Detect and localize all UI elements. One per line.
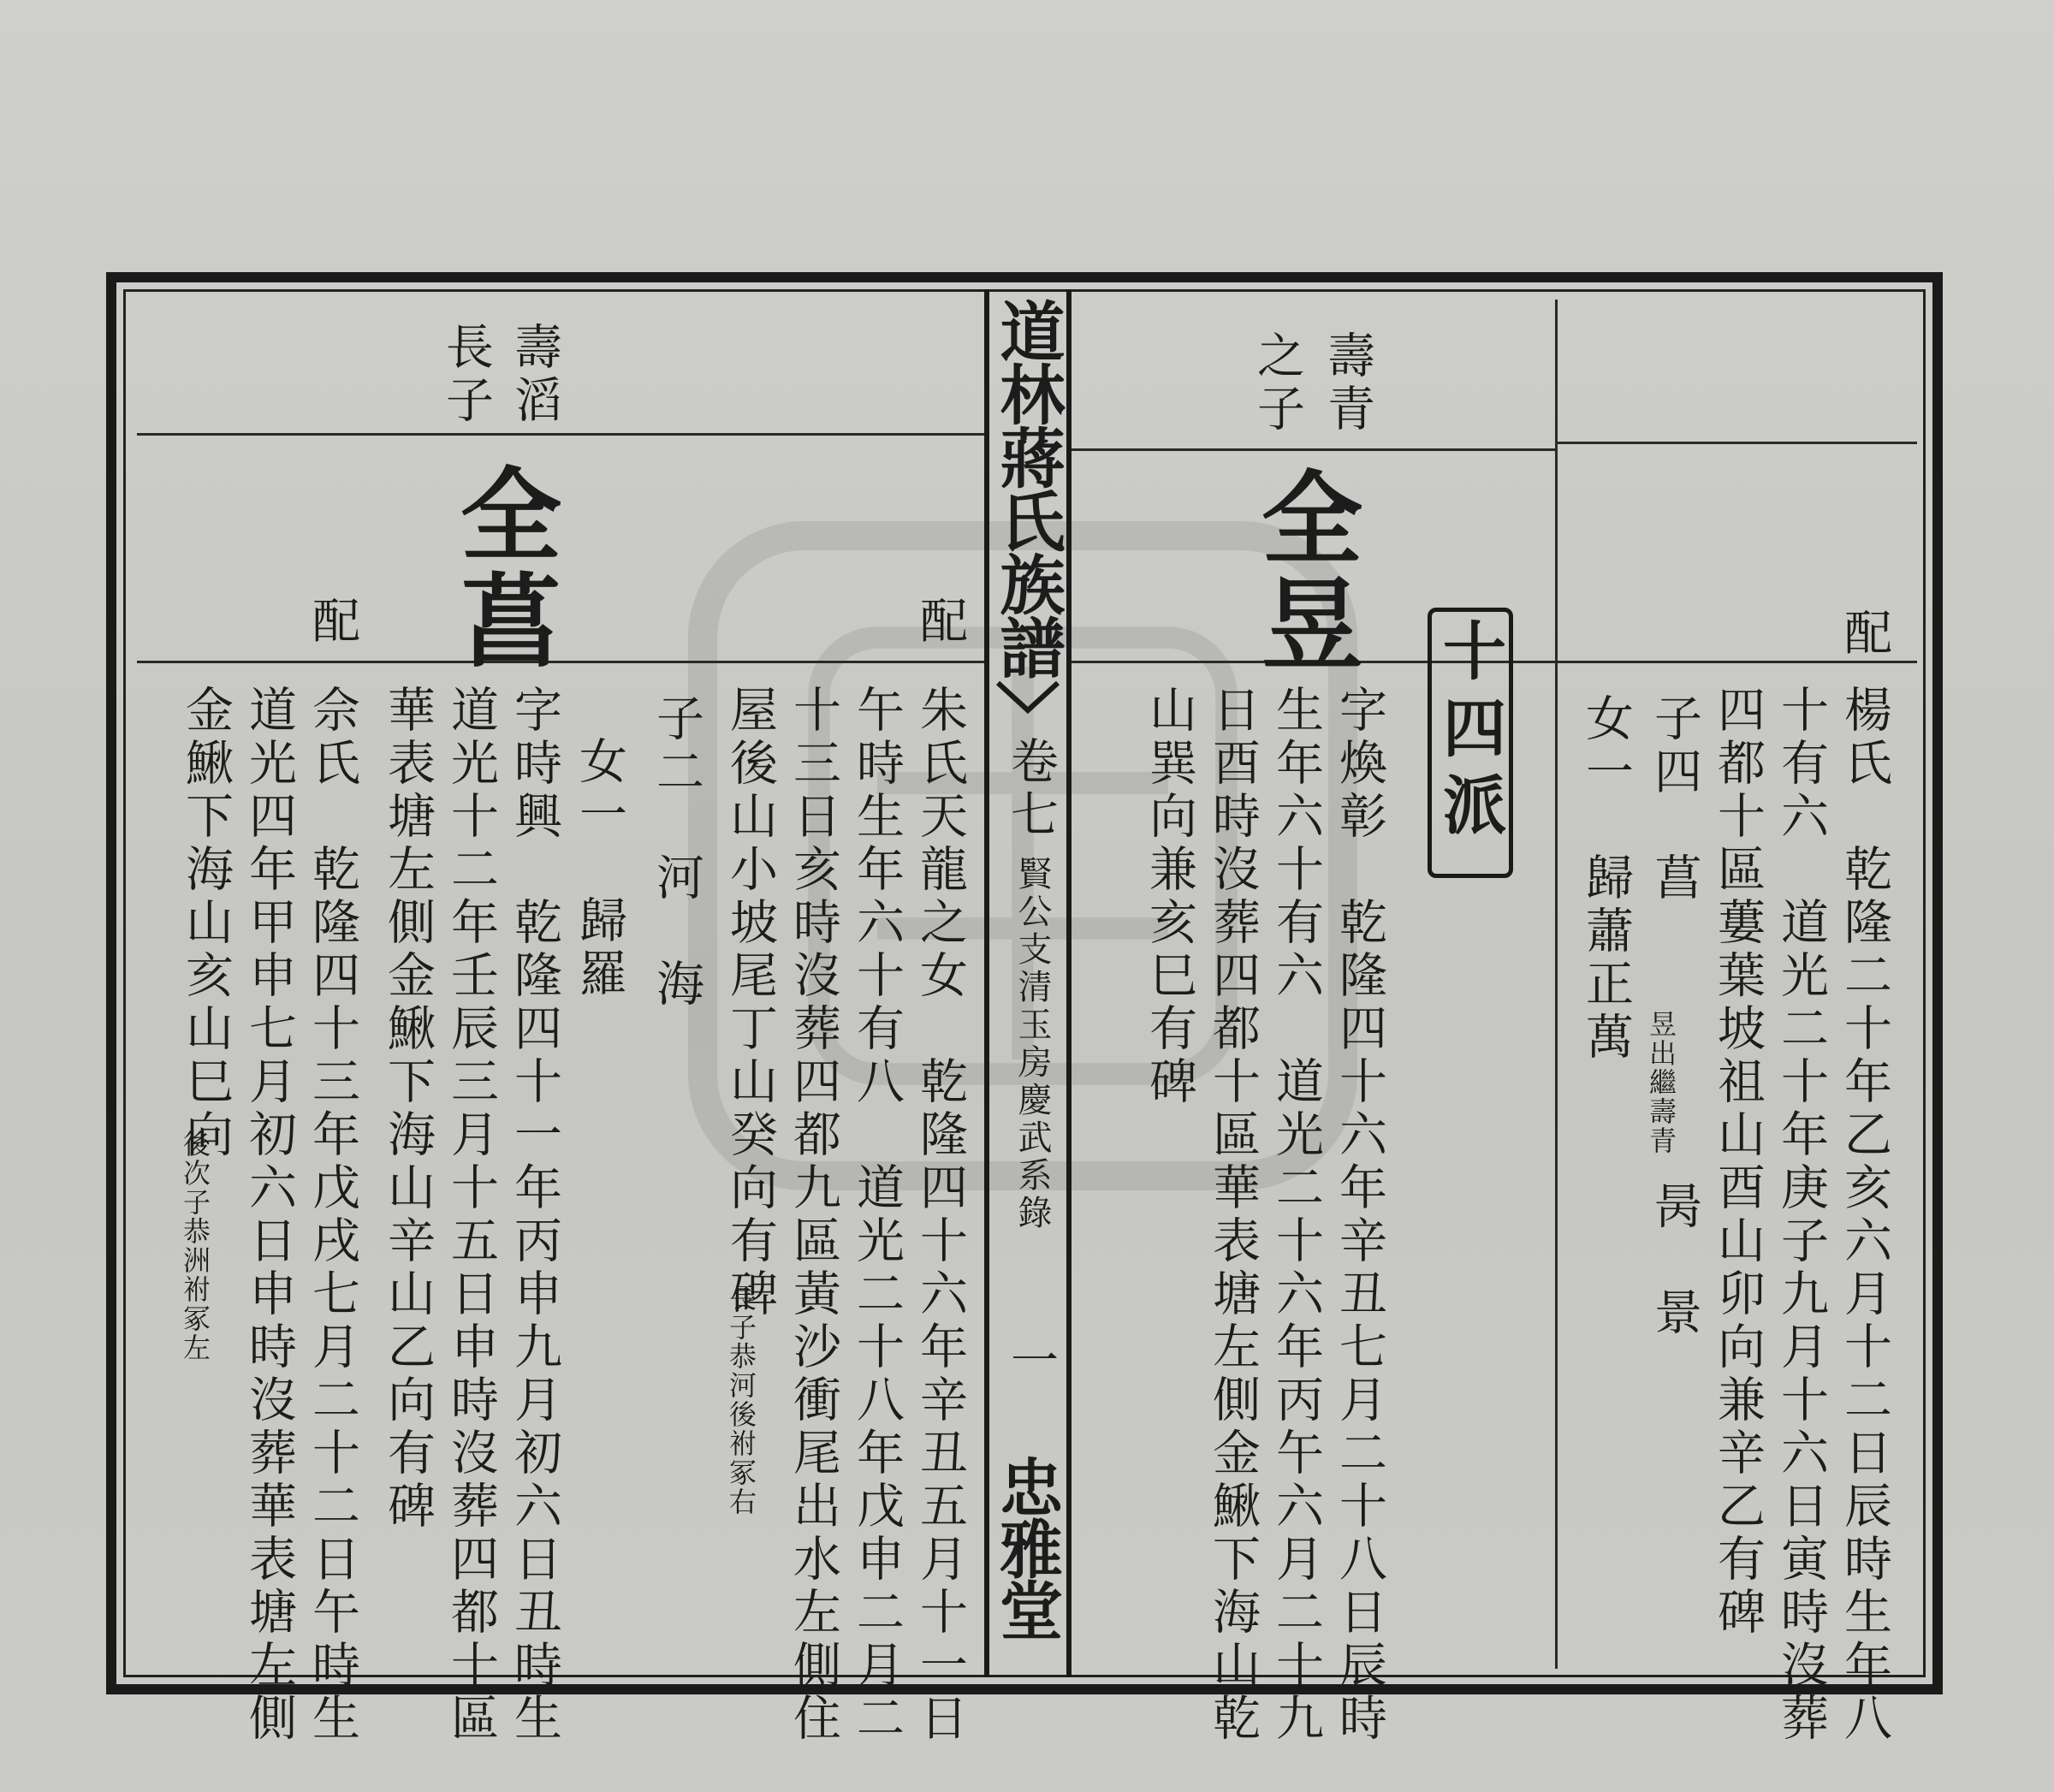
right-sons-line: 子四 菖 xyxy=(1647,693,1702,905)
left-bio-line-2: 道光十二年壬辰三月十五日申時沒葬四都十區 xyxy=(443,685,499,1746)
mid-father-line-2: 之子 xyxy=(1250,330,1305,436)
rule-mid-upper xyxy=(1072,448,1555,451)
rule-right-lower xyxy=(1558,661,1917,663)
rule-left-upper xyxy=(137,433,984,436)
book-title: 道林蔣氏族譜 xyxy=(989,298,1066,678)
section-label: 賢公支清玉房慶武系錄 xyxy=(1012,856,1052,1232)
hall-name: 忠雅堂 xyxy=(989,1455,1063,1640)
mid-spouse-line-4: 屋後山小坡尾丁山癸向有碑 xyxy=(722,685,778,1321)
right-spouse-line-2: 十有六 道光二十年庚子九月十六日寅時沒葬 xyxy=(1773,685,1829,1746)
generation-label: 十四派 xyxy=(1433,618,1506,849)
rule-right-upper xyxy=(1558,442,1917,444)
left-spouse-line-2: 道光四年甲申七月初六日申時沒葬華表塘左側 xyxy=(241,685,297,1746)
left-spouse-note: 後次子恭洲祔冢左 xyxy=(179,1130,211,1362)
left-daughter-line: 女一 歸羅 xyxy=(572,736,627,1001)
left-spouse-label: 配 xyxy=(305,596,360,649)
right-spouse-label: 配 xyxy=(1837,608,1892,661)
page-number: 一 xyxy=(1003,1335,1059,1388)
fish-tail-mark xyxy=(994,676,1061,719)
mid-person-name: 全昱 xyxy=(1244,466,1363,678)
left-father-line-1: 壽滔 xyxy=(507,322,562,428)
right-spouse-line-1: 楊氏 乾隆二十年乙亥六月十二日辰時生年八 xyxy=(1837,685,1892,1746)
mid-spouse-line-1: 朱氏天龍之女 乾隆四十六年辛丑五月十一日 xyxy=(912,685,968,1746)
left-spouse-line-3: 金鰍下海山亥山巳向 xyxy=(178,685,234,1162)
left-father-line-2: 長子 xyxy=(438,322,494,428)
mid-spouse-line-2: 午時生年六十有八 道光二十八年戊申二月二 xyxy=(849,685,905,1746)
volume-label: 卷七 xyxy=(1003,736,1059,842)
rule-mid-divider xyxy=(1555,300,1558,1669)
left-spouse-line-1: 佘氏 乾隆四十三年戊戌七月二十二日午時生 xyxy=(305,685,360,1746)
right-son-note: 昱出繼壽青 xyxy=(1645,1010,1677,1155)
mid-spouse-note: 長子恭河後祔冢右 xyxy=(725,1284,757,1516)
right-spouse-line-3: 四都十區蔞葉坡祖山酉山卯向兼辛乙有碑 xyxy=(1710,685,1766,1640)
mid-spouse-label: 配 xyxy=(912,596,968,649)
right-sons-rest: 昺 景 xyxy=(1647,1181,1702,1340)
mid-bio-line-1: 字煥彰 乾隆四十六年辛丑七月二十八日辰時 xyxy=(1332,685,1387,1746)
mid-bio-line-3: 日酉時沒葬四都十區華表塘左側金鰍下海山乾 xyxy=(1205,685,1261,1746)
mid-father-line-1: 壽青 xyxy=(1320,330,1375,436)
mid-bio-line-4: 山巽向兼亥巳有碑 xyxy=(1142,685,1197,1109)
left-bio-line-1: 字時興 乾隆四十一年丙申九月初六日丑時生 xyxy=(507,685,562,1746)
right-daughter-line: 女一 歸蕭正萬 xyxy=(1578,693,1634,1065)
mid-spouse-line-3: 十三日亥時沒葬四都九區黃沙衝尾出水左側住 xyxy=(786,685,841,1746)
mid-sons-line: 子二 河 海 xyxy=(649,693,704,1012)
mid-bio-line-2: 生年六十有六 道光二十六年丙午六月二十九 xyxy=(1268,685,1324,1746)
left-bio-line-3: 華表塘左側金鰍下海山辛山乙向有碑 xyxy=(380,685,436,1534)
left-person-name: 全菖 xyxy=(443,462,562,674)
